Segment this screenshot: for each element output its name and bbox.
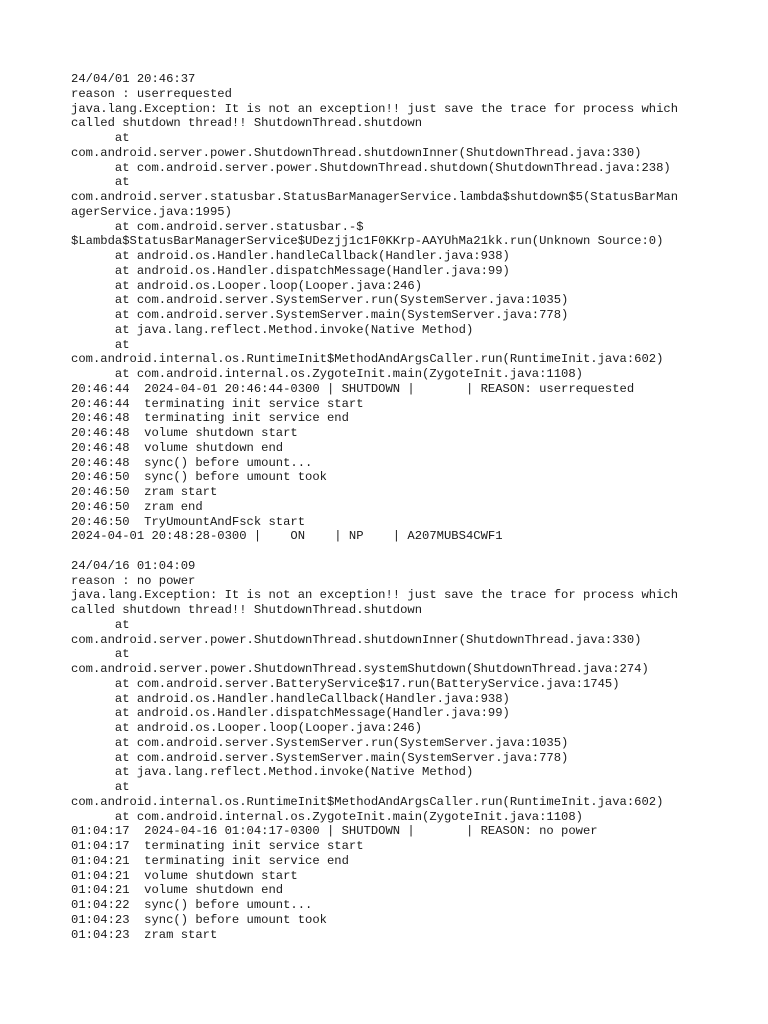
blank-separator	[71, 544, 751, 559]
log-line: at	[71, 647, 130, 662]
log-line: 24/04/16 01:04:09	[71, 558, 196, 573]
log-line: at com.android.server.power.ShutdownThread.shutdown(ShutdownThread.java:238)	[71, 160, 671, 175]
log-line: 01:04:23 zram start	[71, 927, 218, 942]
log-line: com.android.internal.os.RuntimeInit$MethodAndArgsCaller.run(RuntimeInit.java:602)	[71, 352, 664, 367]
log-line: at	[71, 780, 130, 794]
log-line: at com.android.server.SystemServer.run(SystemServer.java:1035)	[71, 735, 569, 750]
log-line: 01:04:17 terminating init service start	[71, 839, 364, 853]
log-line: 20:46:50 zram start	[71, 485, 218, 499]
log-line: at android.os.Handler.dispatchMessage(Handler.java:99)	[71, 706, 510, 721]
log-line: at java.lang.reflect.Method.invoke(Native Method)	[71, 765, 474, 780]
log-line: at	[71, 337, 130, 352]
log-line: at com.android.server.SystemServer.main(SystemServer.java:778)	[71, 750, 569, 765]
log-line: at com.android.server.statusbar.-$	[71, 219, 364, 234]
log-line: 20:46:48 terminating init service end	[71, 411, 349, 426]
log-line: at android.os.Handler.dispatchMessage(Handler.java:99)	[71, 263, 510, 278]
log-line: 01:04:22 sync() before umount...	[71, 898, 313, 912]
log-line: 24/04/01 20:46:37	[71, 72, 196, 86]
log-line: agerService.java:1995)	[71, 204, 232, 219]
log-line: $Lambda$StatusBarManagerService$UDezjj1c1F0KKrp-AAYUhMa21kk.run(Unknown Source:0)	[71, 234, 664, 249]
log-line: 01:04:17 2024-04-16 01:04:17-0300 | SHUTDOWN | | REASON: no power	[71, 824, 598, 839]
log-line: at com.android.server.SystemServer.main(SystemServer.java:778)	[71, 308, 569, 322]
log-line: at java.lang.reflect.Method.invoke(Native Method)	[71, 322, 474, 337]
log-line: java.lang.Exception: It is not an exception!! just save the trace for process which	[71, 588, 679, 603]
log-line: 20:46:50 TryUmountAndFsck start	[71, 514, 306, 529]
log-line: 20:46:48 volume shutdown end	[71, 440, 284, 455]
log-line: at android.os.Handler.handleCallback(Handler.java:938)	[71, 691, 510, 706]
log-line: at android.os.Looper.loop(Looper.java:246)	[71, 278, 423, 293]
log-line: at com.android.internal.os.ZygoteInit.main(ZygoteInit.java:1108)	[71, 367, 583, 381]
log-line: 20:46:44 2024-04-01 20:46:44-0300 | SHUTDOWN | | REASON: userrequested	[71, 381, 635, 396]
log-line: 2024-04-01 20:48:28-0300 | ON | NP | A207MUBS4CWF1	[71, 529, 503, 544]
log-line: 01:04:21 terminating init service end	[71, 853, 349, 868]
log-line: at	[71, 131, 130, 145]
log-line: at com.android.server.BatteryService$17.run(BatteryService.java:1745)	[71, 676, 620, 691]
log-line: at com.android.server.SystemServer.run(SystemServer.java:1035)	[71, 293, 569, 308]
log-body	[71, 72, 751, 942]
log-line: 01:04:21 volume shutdown start	[71, 868, 298, 883]
log-line: com.android.server.power.ShutdownThread.shutdownInner(ShutdownThread.java:330)	[71, 145, 642, 160]
log-line: reason : no power	[71, 573, 196, 588]
log-line: java.lang.Exception: It is not an exception!! just save the trace for process which	[71, 101, 679, 116]
log-line: com.android.internal.os.RuntimeInit$MethodAndArgsCaller.run(RuntimeInit.java:602)	[71, 794, 664, 809]
log-line: called shutdown thread!! ShutdownThread.shutdown	[71, 603, 423, 617]
log-line: reason : userrequested	[71, 86, 232, 101]
log-line: at android.os.Looper.loop(Looper.java:246)	[71, 721, 423, 735]
log-line: com.android.server.power.ShutdownThread.systemShutdown(ShutdownThread.java:274)	[71, 662, 649, 676]
log-line: called shutdown thread!! ShutdownThread.shutdown	[71, 116, 423, 131]
log-line: at com.android.internal.os.ZygoteInit.main(ZygoteInit.java:1108)	[71, 809, 583, 824]
log-line: com.android.server.statusbar.StatusBarManagerService.lambda$shutdown$5(StatusBarMan	[71, 190, 679, 204]
log-line: 01:04:21 volume shutdown end	[71, 883, 284, 898]
log-line: com.android.server.power.ShutdownThread.shutdownInner(ShutdownThread.java:330)	[71, 632, 642, 647]
log-line: at	[71, 617, 130, 632]
log-line: 20:46:50 zram end	[71, 499, 203, 514]
log-line: 01:04:23 sync() before umount took	[71, 912, 327, 927]
log-document	[71, 72, 751, 942]
log-line: 20:46:50 sync() before umount took	[71, 470, 327, 485]
log-line: at	[71, 175, 130, 190]
log-line: at android.os.Handler.handleCallback(Handler.java:938)	[71, 249, 510, 263]
log-line: 20:46:48 volume shutdown start	[71, 426, 298, 440]
log-line: 20:46:44 terminating init service start	[71, 396, 364, 411]
log-line: 20:46:48 sync() before umount...	[71, 455, 313, 470]
